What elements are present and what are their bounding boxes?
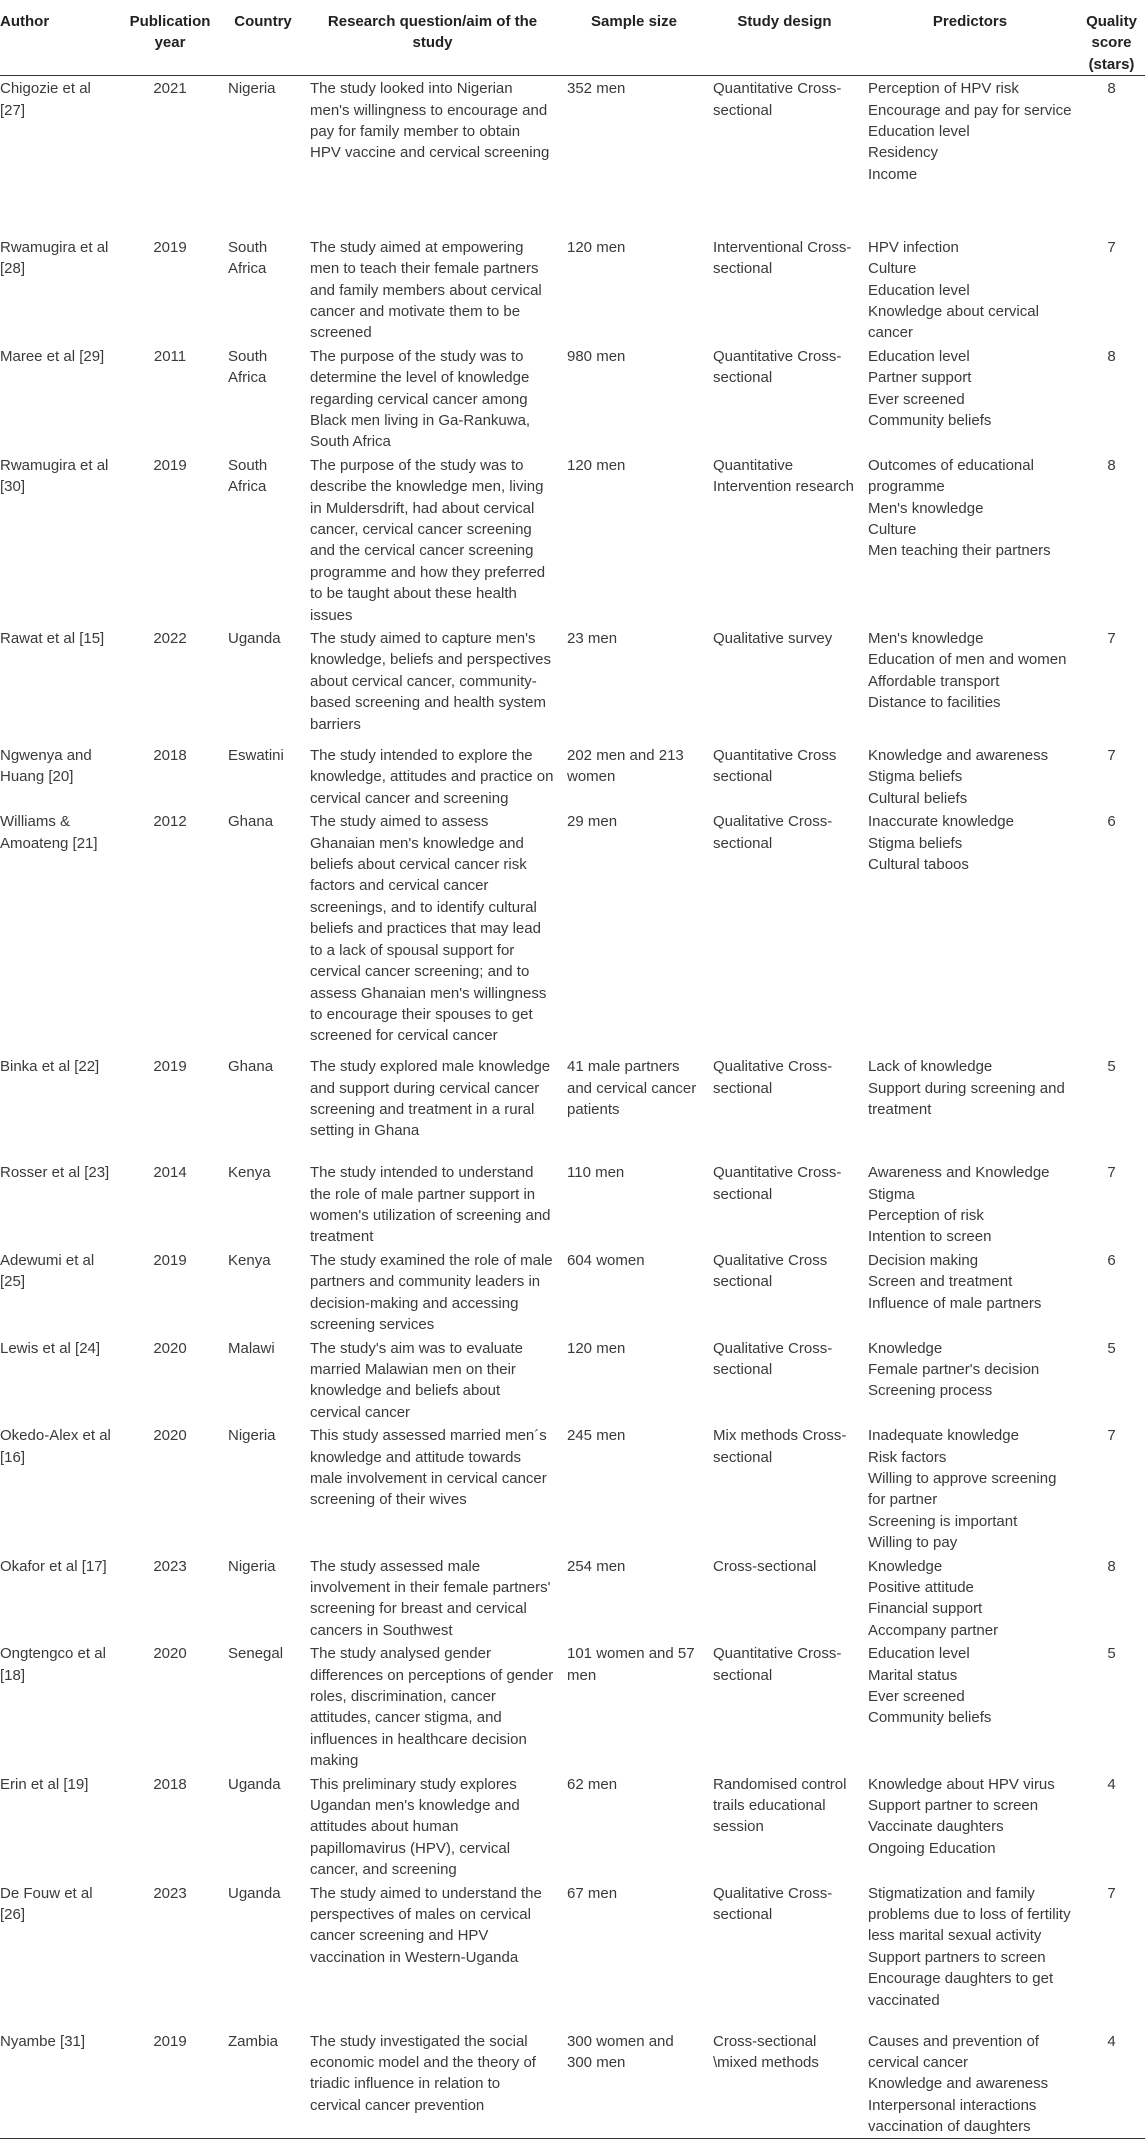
predictors-cell [862,1772,1078,1881]
country-cell: Nigeria [228,80,276,98]
table-row [0,344,1145,453]
predictor-item: Risk factors [868,1448,947,1466]
predictor-item: Stigma beliefs [868,834,963,852]
table-row [0,1641,1145,1771]
predictor-item: Support partner to screen [868,1797,1039,1815]
aim-cell: The study intended to explore the knowledge, attitudes and practice on cervical cancer and screening [310,747,554,807]
predictor-item: Ever screened [868,1688,965,1705]
table-row [0,1248,1145,1336]
year-cell: 2022 [153,630,187,648]
country-cell: Kenya [228,1251,271,1269]
quality-score-cell: 7 [1107,1884,1116,1902]
aim-cell: The study looked into Nigerian men's willingness to encourage and pay for family member to obtain HPV vaccine and cervical screening [310,80,550,162]
aim-cell: The study aimed to assess Ghanaian men's knowledge and beliefs about cervical cancer risk factors and cervical cancer screenings, and to identify cultural beliefs and practices that may lead to a lack of spousal support for cervical cancer screening; and to assess Ghanaian men's willingness to encourage their spouses to get screened for cervical cancer [310,813,547,1045]
predictor-item: Vaccinate daughters [868,1818,1004,1836]
year-cell: 2012 [153,813,187,831]
year-cell: 2018 [153,1775,187,1793]
predictor-item: Support during screening and treatment [868,1079,1065,1119]
sample-size-cell: 254 men [567,1557,626,1575]
predictor-item: Lack of knowledge [868,1058,993,1076]
quality-score-cell: 4 [1107,1775,1116,1793]
study-design-cell: Quantitative Cross-sectional [713,347,842,387]
predictors-cell [862,344,1078,453]
predictors-cell [862,1248,1078,1336]
predictor-item: Awareness and Knowledge [868,1164,1050,1182]
predictor-item: Education level [868,123,970,141]
table-row [0,626,1145,743]
sample-size-cell: 62 men [567,1775,618,1793]
author-cell: De Fouw et al [26] [0,1884,93,1924]
table-row [0,76,1145,235]
aim-cell: The study analysed gender differences on perceptions of gender roles, discrimination, cancer attitudes, cancer stigma, and influences in healthcare decision making [310,1645,554,1770]
author-cell: Adewumi et al [25] [0,1251,95,1291]
quality-score-cell: 7 [1107,1427,1116,1445]
predictor-item: Positive attitude [868,1578,974,1596]
country-cell: Kenya [228,1164,271,1182]
predictor-item: Knowledge and awareness [868,2075,1049,2093]
year-cell: 2023 [153,1884,187,1902]
table-body [0,76,1145,2138]
predictor-item: Female partner's decision [868,1360,1040,1378]
table-row [0,1881,1145,2029]
sample-size-cell: 604 women [567,1251,645,1269]
predictor-item: Affordable transport [868,672,1000,690]
sample-size-cell: 101 women and 57 men [567,1645,695,1684]
predictor-item: Culture [868,521,917,538]
sample-size-cell: 245 men [567,1427,626,1445]
sample-size-cell: 980 men [567,347,626,365]
study-design-cell: Quantitative Cross sectional [713,747,837,786]
table-row [0,1772,1145,1881]
country-cell: Malawi [228,1339,275,1357]
predictors-cell [862,743,1078,809]
sample-size-cell: 202 men and 213 women [567,747,684,786]
predictor-item: Inaccurate knowledge [868,813,1014,831]
author-cell: Williams & Amoateng [21] [0,813,98,852]
predictor-item: Influence of male partners [868,1294,1042,1312]
country-cell: Zambia [222,2029,304,2139]
table-row [0,2029,1145,2139]
predictor-item: Knowledge [868,1557,943,1575]
quality-score-cell: 7 [1107,747,1116,765]
quality-score-cell: 4 [1078,2029,1145,2139]
country-cell: South Africa [228,347,268,387]
predictor-item: Decision making [868,1251,979,1269]
predictor-item: Knowledge and awareness [868,747,1049,765]
table-row [0,1554,1145,1642]
study-design-cell: Cross-sectional [713,1557,817,1575]
predictor-item: Stigma beliefs [868,768,963,786]
predictor-item: Encourage and pay for service [868,101,1072,119]
quality-score-cell: 8 [1107,347,1116,365]
aim-cell: The study aimed to understand the perspectives of males on cervical cancer screening and HPV vaccination in Western-Uganda [310,1884,542,1966]
predictor-item: Knowledge [868,1339,943,1357]
predictor-item: Community beliefs [868,1709,992,1727]
study-design-cell: Qualitative survey [713,630,833,648]
predictor-item: Support partners to screen [868,1948,1046,1966]
column-header-author: Author [0,0,118,76]
quality-score-cell: 5 [1107,1339,1116,1357]
predictor-item: Stigmatization and family problems due to loss of fertility less marital sexual activity [868,1884,1071,1945]
predictor-item: Screen and treatment [868,1273,1013,1291]
header-row [0,0,1145,76]
predictor-item: Inadequate knowledge [868,1427,1019,1445]
predictor-item: Causes and prevention of cervical cancer [868,2032,1039,2072]
aim-cell: The study aimed at empowering men to teach their female partners and family members about cervical cancer and motivate them to be screened [310,238,542,342]
author-cell: Rwamugira et al [28] [0,238,109,278]
aim-cell: The study aimed to capture men's knowledge, beliefs and perspectives about cervical cancer, community-based screening and health system barriers [310,630,551,733]
predictor-item: Community beliefs [868,411,992,429]
predictors-cell [862,809,1078,1054]
author-cell: Okedo-Alex et al [16] [0,1427,111,1466]
author-cell: Ongtengco et al [18] [0,1645,106,1684]
sample-size-cell: 120 men [567,456,626,474]
predictor-item: Screening is important [868,1512,1018,1530]
aim-cell: The purpose of the study was to describe the knowledge men, living in Muldersdrift, had about cervical cancer, cervical cancer screening and the cervical cancer screening programme and how they preferred to be taught about these health issues [310,456,546,624]
country-cell: Ghana [228,813,274,831]
aim-cell: The study examined the role of male partners and community leaders in decision-making and accessing screening services [310,1251,553,1334]
study-design-cell: Quantitative Intervention research [713,456,854,496]
study-design-cell: Mix methods Cross-sectional [713,1427,847,1466]
country-cell: Nigeria [228,1427,276,1445]
sample-size-cell: 29 men [567,813,618,831]
table-row [0,1423,1145,1553]
aim-cell: The study investigated the social economic model and the theory of triadic influence in relation to cervical cancer prevention [304,2029,561,2139]
predictor-item: Income [868,165,918,183]
quality-score-cell: 6 [1107,1251,1116,1269]
predictors-cell [862,1054,1078,1160]
country-cell: South Africa [228,456,268,496]
predictor-item: Knowledge about HPV virus [868,1775,1055,1793]
quality-score-cell: 8 [1107,80,1116,98]
author-cell: Rawat et al [15] [0,630,105,648]
aim-cell: The study assessed male involvement in their female partners' screening for breast and cervical cancers in Southwest [310,1557,551,1639]
study-design-cell: Qualitative Cross-sectional [713,1339,833,1378]
year-cell: 2019 [118,2029,222,2139]
predictor-item: Education of men and women [868,651,1067,669]
column-header-aim: Research question/aim of the study [304,0,561,76]
predictor-item: Men teaching their partners [868,542,1051,560]
study-design-cell: Qualitative Cross sectional [713,1251,828,1291]
column-header-country: Country [222,0,304,76]
author-cell: Nyambe [31] [0,2029,118,2139]
predictor-item: vaccination of daughters [868,2118,1031,2136]
aim-cell: The study's aim was to evaluate married Malawian men on their knowledge and beliefs about cervical cancer [310,1339,523,1421]
predictor-item: Cultural taboos [868,856,969,874]
table-row [0,809,1145,1054]
year-cell: 2020 [153,1339,187,1357]
quality-score-cell: 5 [1107,1645,1116,1663]
predictors-cell [862,626,1078,743]
column-header-design: Study design [707,0,862,76]
predictor-item: Marital status [868,1666,958,1684]
sample-size-cell: 120 men [567,1339,626,1357]
table-row [0,1160,1145,1248]
study-design-cell: Quantitative Cross-sectional [713,80,842,119]
predictor-item: Intention to screen [868,1228,992,1246]
predictor-item: Willing to approve screening for partner [868,1469,1057,1509]
predictors-cell [862,235,1078,344]
predictor-item: Outcomes of educational programme [868,456,1034,496]
quality-score-cell: 7 [1107,630,1116,648]
author-cell: Maree et al [29] [0,347,105,365]
table-row [0,235,1145,344]
author-cell: Binka et al [22] [0,1058,100,1076]
table-row [0,1336,1145,1424]
predictors-cell [862,1160,1078,1248]
country-cell: Uganda [228,1884,281,1902]
study-design-cell: Qualitative Cross-sectional [713,813,833,852]
country-cell: Nigeria [228,1557,276,1575]
predictor-item: Encourage daughters to get vaccinated [868,1970,1054,2009]
predictor-item: Willing to pay [868,1534,958,1552]
country-cell: Eswatini [228,747,284,765]
column-header-year: Publication year [118,0,222,76]
predictor-item: Education level [868,347,970,365]
predictor-item: Men's knowledge [868,499,984,517]
predictors-cell [862,1423,1078,1553]
year-cell: 2020 [153,1427,187,1445]
predictor-item: Stigma [868,1185,915,1203]
study-design-cell: Quantitative Cross-sectional [713,1645,842,1684]
column-header-score: Quality score (stars) [1078,0,1145,76]
year-cell: 2019 [153,1058,187,1076]
predictor-item: Interpersonal interactions [868,2096,1037,2114]
author-cell: Lewis et al [24] [0,1339,101,1357]
study-design-cell: Qualitative Cross-sectional [713,1884,833,1924]
author-cell: Erin et al [19] [0,1775,89,1793]
study-design-cell: Randomised control trails educational session [713,1775,847,1836]
sample-size-cell: 352 men [567,80,626,98]
predictor-item: Partner support [868,369,972,387]
year-cell: 2019 [153,238,187,256]
sample-size-cell: 300 women and 300 men [561,2029,707,2139]
year-cell: 2019 [153,456,187,474]
study-design-cell: Qualitative Cross-sectional [713,1058,833,1097]
table-row [0,1054,1145,1160]
quality-score-cell: 6 [1107,813,1116,831]
author-cell: Chigozie et al [27] [0,80,91,119]
predictor-item: Residency [868,144,939,162]
predictor-item: Financial support [868,1600,983,1618]
country-cell: Senegal [228,1645,284,1663]
predictors-cell [862,2029,1078,2139]
predictor-item: Education level [868,281,970,299]
sample-size-cell: 41 male partners and cervical cancer patients [567,1058,697,1119]
aim-cell: The purpose of the study was to determine the level of knowledge regarding cervical cancer among Black men living in Ga-Rankuwa, South Africa [310,347,531,451]
predictor-item: HPV infection [868,238,959,256]
year-cell: 2011 [153,347,187,365]
predictor-item: Accompany partner [868,1621,999,1639]
sample-size-cell: 120 men [567,238,626,256]
year-cell: 2014 [153,1164,187,1182]
table-row [0,453,1145,626]
predictors-cell [862,453,1078,626]
predictor-item: Ongoing Education [868,1839,996,1857]
study-design-cell: Cross-sectional \mixed methods [707,2029,862,2139]
author-cell: Rosser et al [23] [0,1164,110,1182]
quality-score-cell: 7 [1107,1164,1116,1182]
table-row [0,743,1145,809]
predictor-item: Cultural beliefs [868,789,968,807]
year-cell: 2023 [153,1557,187,1575]
predictors-cell [862,1641,1078,1771]
study-design-cell: Quantitative Cross-sectional [713,1164,842,1203]
country-cell: South Africa [228,238,268,278]
predictor-item: Distance to facilities [868,694,1001,712]
quality-score-cell: 8 [1107,456,1116,474]
predictor-item: Perception of risk [868,1207,984,1225]
predictor-item: Men's knowledge [868,630,984,648]
year-cell: 2020 [153,1645,187,1663]
aim-cell: This study assessed married men´s knowledge and attitude towards male involvement in cervical cancer screening of their wives [310,1427,547,1509]
predictor-item: Perception of HPV risk [868,80,1019,98]
aim-cell: This preliminary study explores Ugandan men's knowledge and attitudes about human papillomavirus (HPV), cervical cancer, and screening [310,1775,520,1879]
year-cell: 2019 [153,1251,187,1269]
sample-size-cell: 23 men [567,630,618,648]
quality-score-cell: 8 [1107,1557,1116,1575]
year-cell: 2018 [153,747,187,765]
year-cell: 2021 [153,80,187,98]
predictors-cell [862,1554,1078,1642]
predictor-item: Culture [868,260,917,278]
column-header-sample: Sample size [561,0,707,76]
predictor-item: Knowledge about cervical cancer [868,302,1039,342]
author-cell: Rwamugira et al [30] [0,456,109,496]
quality-score-cell: 7 [1107,238,1116,256]
aim-cell: The study intended to understand the role of male partner support in women's utilization of screening and treatment [310,1164,551,1246]
column-header-predictors: Predictors [862,0,1078,76]
predictors-cell [862,1336,1078,1424]
predictor-item: Ever screened [868,390,965,408]
study-design-cell: Interventional Cross-sectional [713,238,852,278]
aim-cell: The study explored male knowledge and support during cervical cancer screening and treatment in a rural setting in Ghana [310,1058,551,1140]
sample-size-cell: 110 men [567,1164,625,1182]
country-cell: Uganda [228,630,281,648]
predictor-item: Education level [868,1645,970,1663]
author-cell: Ngwenya and Huang [20] [0,747,92,786]
predictors-cell [862,1881,1078,2029]
quality-score-cell: 5 [1107,1058,1116,1076]
sample-size-cell: 67 men [567,1884,618,1902]
predictors-cell [862,76,1078,235]
author-cell: Okafor et al [17] [0,1557,107,1575]
country-cell: Uganda [228,1775,281,1793]
predictor-item: Screening process [868,1382,993,1400]
country-cell: Ghana [228,1058,274,1076]
